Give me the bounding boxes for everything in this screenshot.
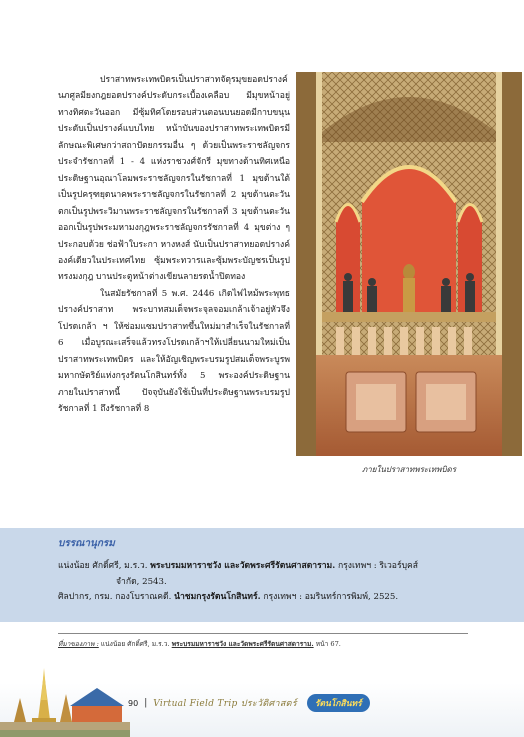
- bibliography-heading: บรรณานุกรม: [58, 538, 115, 549]
- bibliography-band: [0, 528, 524, 622]
- ref1-title: พระบรมมหาราชวัง และวัดพระศรีรัตนศาสดาราม.: [150, 561, 336, 571]
- photo-caption: ภายในปราสาทพระเทพบิดร: [361, 465, 457, 474]
- bibliography-entry-1: [58, 559, 524, 590]
- throne-hall-photo: [296, 72, 522, 456]
- source-author: แน่งน้อย ศักดิ์ศรี, ม.ร.ว.: [100, 640, 170, 648]
- footer-line: [128, 696, 370, 710]
- series-badge: รัตนโกสินทร์: [307, 694, 370, 712]
- ref2-publisher: กรุงเทพฯ : อมรินทร์การพิมพ์, 2525.: [263, 592, 399, 602]
- series-title: Virtual Field Trip ประวัติศาสตร์: [153, 699, 297, 709]
- ref1-author: แน่งน้อย ศักดิ์ศรี, ม.ร.ว.: [58, 561, 148, 571]
- image-source-note: [58, 638, 478, 649]
- paragraph-1: ปราสาทพระเทพบิดรเป็นปราสาทจัตุรมุขยอดปรางค์ นภศูลมียงกฎยอดปรางค์ประดับกระเบื้องเคลือบ มีมุขหน้าอยู่ทางทิศตะวันออก มีซุ้มทิศโดยรอบส่วนตอนบนยอดมีกาบขนุนประดับเป็นปรางค์แบบไทย หน้าบันของปราสาทพระเทพบิดรมีลักษณะพิเศษกว่าสถาปัตยกรรมอื่น ๆ ด้วยเป็นพระราชลัญจกรประจำรัชกาลที่ 1 - 4 แห่งราชวงศ์จักรี มุขทางด้านทิศเหนือประดิษฐานอุณาโลมพระราชลัญจกรในรัชกาลที่ 1 มุขด้านใต้เป็นรูปครุฑยุดนาคพระราชลัญจกรในรัชกาลที่ 2 มุขด้านตะวันตกเป็นรูปพระวิมานพระราชลัญจกรในรัชกาลที่ 3 มุขด้านตะวันออกเป็นรูปพระมหามงกุฎพระราชลัญจกรรัชกาลที่ 4 มุขต่าง ๆ ประกอบด้วย ช่อฟ้าใบระกา หางหงส์ นับเป็นปราสาทยอดปรางค์องค์เดียวในประเทศไทย ซุ้มพระทวารและซุ้มพระบัญชรเป็นรูปทรงมงกุฎ บานประตูหน้าต่างเขียนลายรดน้ำปิดทอง: [58, 75, 290, 283]
- bibliography-entry-2: [58, 590, 524, 606]
- source-title: พระบรมมหาราชวัง และวัดพระศรีรัตนศาสดาราม.: [171, 640, 314, 648]
- source-divider: [58, 633, 468, 634]
- paragraph-2: ในสมัยรัชกาลที่ 5 พ.ศ. 2446 เกิดไฟไหม้พระพุทธปรางค์ปราสาท พระบาทสมเด็จพระจุลจอมเกล้าเจ้าอยู่หัวจึงโปรดเกล้า ฯ ให้ซ่อมแซมปราสาทขึ้นใหม่มาสำเร็จในรัชกาลที่ 6 เมื่อบูรณะเสร็จแล้วทรงโปรดเกล้าฯให้เปลี่ยนนามใหม่เป็นปราสาทพระเทพบิดร และให้อัญเชิญพระบรมรูปสมเด็จพระบูรพมหากษัตริย์แห่งกรุงรัตนโกสินทร์ทั้ง 5 พระองค์ประดิษฐานภายในปราสาทนี้ ปัจจุบันยังใช้เป็นที่ประดิษฐานพระบรมรูปรัชกาลที่ 1 ถึงรัชกาลที่ 8: [58, 288, 290, 415]
- ref1-publisher-cont: จำกัด, 2543.: [116, 576, 167, 587]
- ref1-publisher: กรุงเทพฯ : ริเวอร์บุคส์: [337, 561, 419, 571]
- source-page: หน้า 67.: [315, 640, 341, 648]
- source-label: ที่มาของภาพ :: [58, 640, 99, 648]
- ref2-title: นำชมกรุงรัตนโกสินทร์.: [174, 592, 261, 602]
- page-number: 90: [128, 698, 139, 708]
- throne-hall-illustration: [296, 72, 522, 456]
- footer-separator: |: [144, 698, 148, 708]
- temple-skyline-image: [0, 660, 130, 737]
- ref2-author: ศิลปากร, กรม. กองโบราณคดี.: [58, 592, 172, 602]
- body-text: [58, 72, 290, 418]
